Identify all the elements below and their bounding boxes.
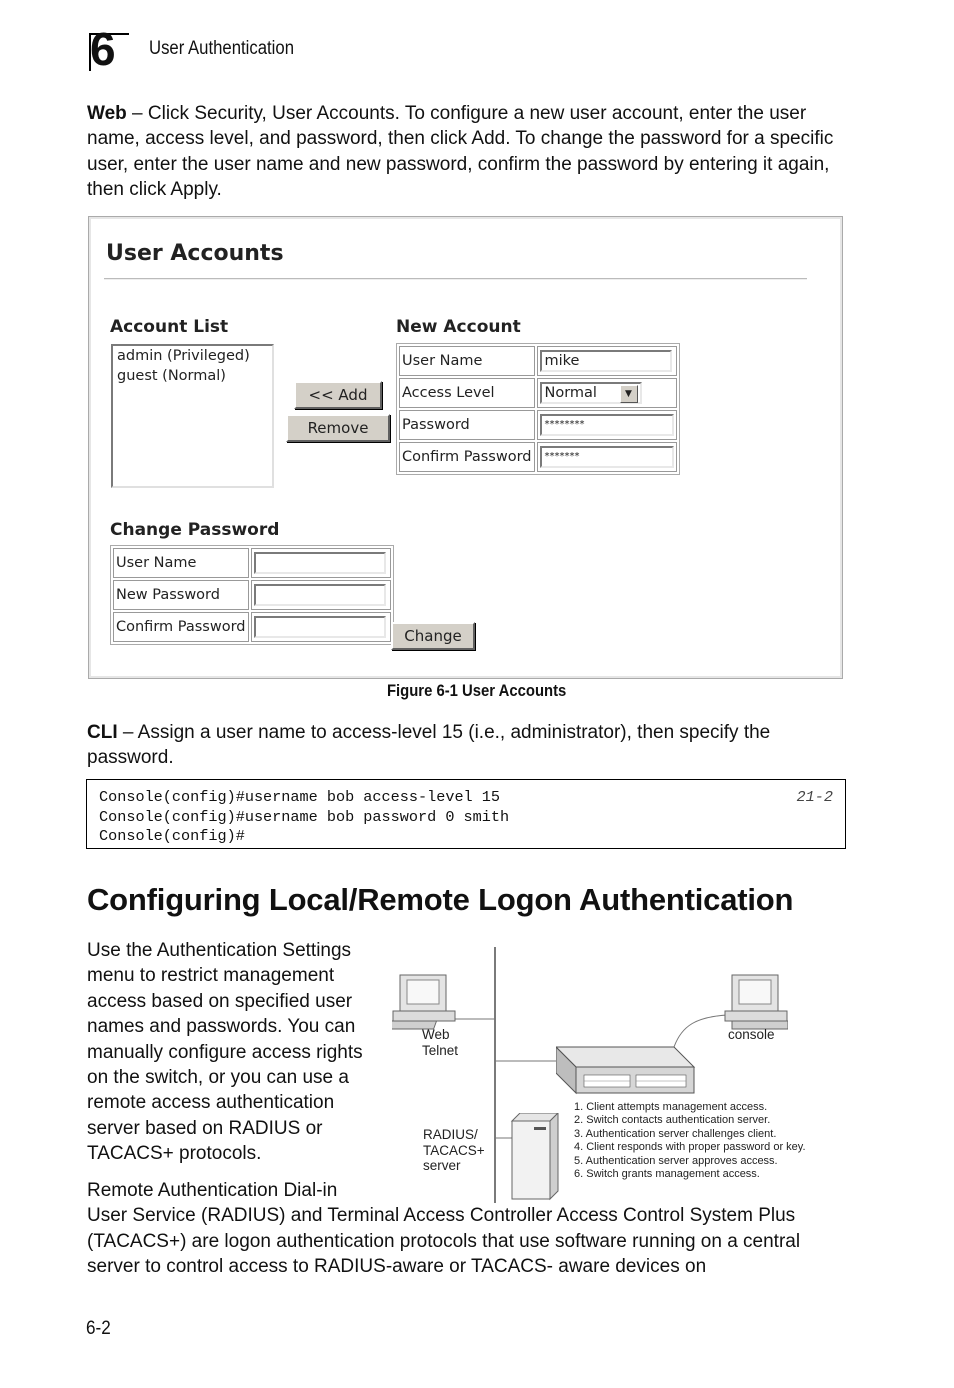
intro-paragraph	[87, 101, 847, 203]
authentication-diagram	[392, 945, 842, 1205]
console-computer-icon	[724, 973, 788, 1031]
authentication-steps	[574, 1101, 806, 1181]
step-item: 3. Authentication server challenges client.	[574, 1127, 777, 1140]
change-password-heading: Change Password	[110, 520, 280, 540]
confirm-password-label: Confirm Password	[399, 442, 535, 472]
change-password-table	[110, 545, 394, 645]
intro-text: – Click Security, User Accounts. To configure a new user account, enter the user name, access level, and password, then click Add. To change the password for a specific user, enter the user name and new password, confirm the password by entering it again, then click Apply.	[87, 103, 834, 201]
cli-lead: CLI	[87, 722, 118, 743]
access-level-label: Access Level	[399, 378, 535, 408]
remove-button[interactable]: Remove	[286, 414, 390, 442]
section-heading: Configuring Local/Remote Logon Authentication	[87, 882, 794, 917]
code-line: Console(config)#	[99, 827, 245, 845]
radius-paragraph-first-line: Remote Authentication Dial-in	[87, 1180, 338, 1201]
access-level-value: Normal	[544, 385, 597, 401]
password-label: Password	[399, 410, 535, 440]
radius-paragraph	[87, 1178, 857, 1280]
step-item: 6. Switch grants management access.	[574, 1168, 760, 1181]
code-block	[86, 779, 846, 849]
dropdown-arrow-icon[interactable]: ▼	[620, 385, 638, 403]
change-confirm-label: Confirm Password	[113, 612, 249, 642]
account-list-item[interactable]: guest (Normal)	[117, 368, 226, 384]
confirm-password-input[interactable]: *******	[540, 446, 674, 468]
console-label: console	[728, 1027, 775, 1042]
figure-caption: Figure 6-1 User Accounts	[387, 682, 567, 700]
account-list-heading: Account List	[110, 317, 229, 337]
step-item: 5. Authentication server approves access.	[574, 1154, 778, 1167]
new-password-input[interactable]	[254, 584, 386, 606]
command-reference: 21-2	[796, 788, 833, 806]
side-paragraph: Use the Authentication Settings menu to restrict management access based on specified user names and passwords. You can manually configure access rights on the switch, or you can use a remote access authentication server based on RADIUS or TACACS+ protocols.	[87, 940, 363, 1165]
step-item: 1. Client attempts management access.	[574, 1101, 768, 1113]
web-telnet-label: Web Telnet	[422, 1027, 459, 1058]
add-button[interactable]: << Add	[294, 381, 382, 409]
intro-lead: Web	[87, 103, 127, 124]
change-confirm-input[interactable]	[254, 616, 386, 638]
account-list-item[interactable]: admin (Privileged)	[117, 348, 250, 364]
step-item: 2. Switch contacts authentication server.	[574, 1114, 771, 1127]
password-input[interactable]: ********	[540, 414, 674, 436]
code-line: Console(config)#username bob password 0 smith	[99, 807, 510, 826]
cli-text: – Assign a user name to access-level 15 (i.e., administrator), then specify the password.	[87, 722, 771, 769]
new-account-table	[396, 343, 680, 475]
page-number: 6-2	[86, 1318, 111, 1339]
change-user-name-input[interactable]	[254, 552, 386, 574]
chapter-title: User Authentication	[149, 38, 294, 59]
code-line: Console(config)#username bob access-level 15	[99, 788, 501, 806]
new-password-label: New Password	[113, 580, 249, 610]
new-user-name-label: User Name	[399, 346, 535, 376]
title-divider	[104, 278, 807, 280]
access-level-select[interactable]	[540, 382, 642, 404]
change-user-name-label: User Name	[113, 548, 249, 578]
server-label: RADIUS/ TACACS+ server	[423, 1127, 485, 1173]
user-accounts-screenshot	[88, 216, 843, 679]
cli-paragraph	[87, 720, 847, 771]
chapter-number: 6	[90, 23, 115, 75]
screenshot-title: User Accounts	[106, 241, 284, 266]
account-list[interactable]	[111, 344, 274, 488]
switch-icon	[556, 1045, 696, 1095]
change-button[interactable]: Change	[391, 622, 475, 650]
radius-paragraph-rest: User Service (RADIUS) and Terminal Access Controller Access Control System Plus (TACACS+) are logon authentication protocols that use software running on a central server to control access to RADIUS-aware or TACACS- aware devices on	[87, 1205, 801, 1278]
step-item: 4. Client responds with proper password or key.	[574, 1141, 806, 1154]
new-user-name-input[interactable]: mike	[540, 350, 672, 372]
web-telnet-computer-icon	[392, 973, 456, 1031]
new-account-heading: New Account	[396, 317, 521, 337]
